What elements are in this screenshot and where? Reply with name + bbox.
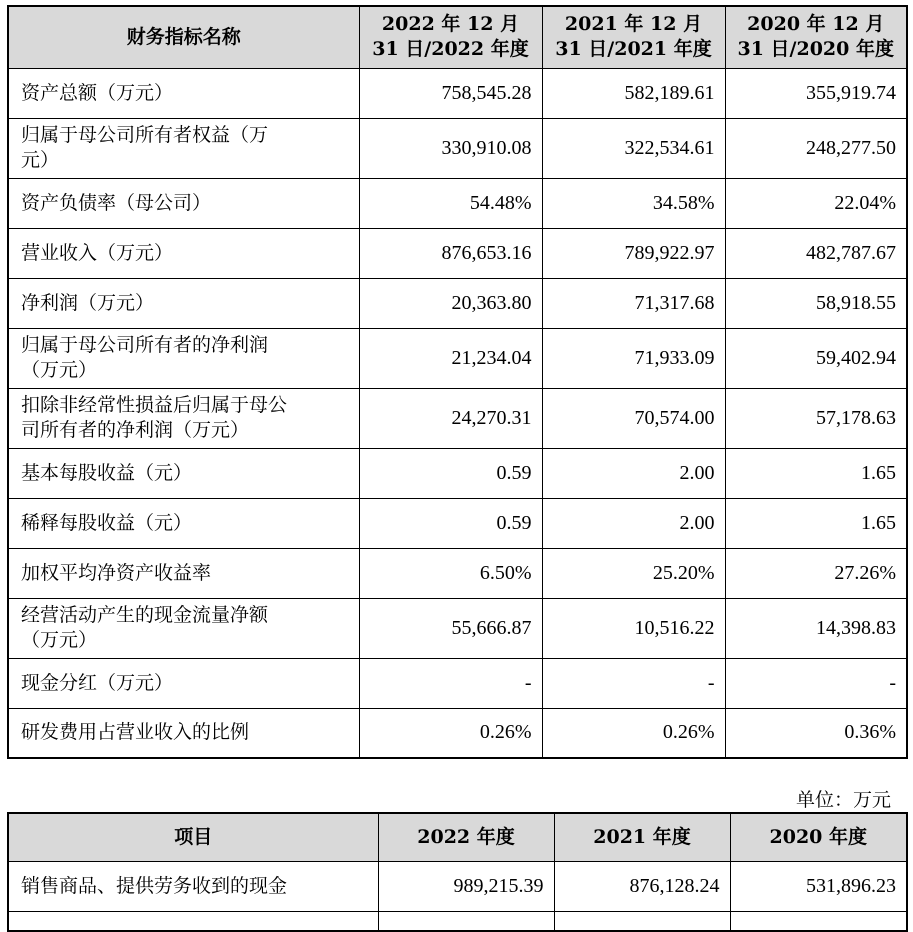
table-row bbox=[8, 278, 907, 328]
row-label: 基本每股收益（元） bbox=[8, 448, 359, 498]
header-indicator-name: 财务指标名称 bbox=[8, 6, 359, 68]
row-label: 资产总额（万元） bbox=[8, 68, 359, 118]
value-2020 bbox=[730, 911, 907, 931]
row-label: 销售商品、提供劳务收到的现金 bbox=[8, 861, 378, 911]
table-row bbox=[8, 178, 907, 228]
unit-label: 单位：万元 bbox=[795, 789, 891, 811]
financial-indicators-table bbox=[7, 5, 908, 759]
table-row bbox=[8, 548, 907, 598]
value-2022: 21,234.04 bbox=[359, 328, 542, 388]
row-label: 归属于母公司所有者权益（万 元） bbox=[8, 118, 359, 178]
table-row bbox=[8, 328, 907, 388]
table-row bbox=[8, 388, 907, 448]
row-label: 营业收入（万元） bbox=[8, 228, 359, 278]
row-label: 经营活动产生的现金流量净额 （万元） bbox=[8, 598, 359, 658]
value-2021: 2.00 bbox=[542, 448, 725, 498]
value-2020: 531,896.23 bbox=[730, 861, 907, 911]
value-2021: 70,574.00 bbox=[542, 388, 725, 448]
table-row bbox=[8, 708, 907, 758]
row-label: 归属于母公司所有者的净利润 （万元） bbox=[8, 328, 359, 388]
header-2020: 2020 年 12 月 31 日/2020 年度 bbox=[725, 6, 907, 68]
value-2022: 6.50% bbox=[359, 548, 542, 598]
value-2020: 248,277.50 bbox=[725, 118, 907, 178]
value-2021: 71,933.09 bbox=[542, 328, 725, 388]
value-2022: 54.48% bbox=[359, 178, 542, 228]
header-item: 项目 bbox=[8, 813, 378, 861]
value-2021: 322,534.61 bbox=[542, 118, 725, 178]
table-row bbox=[8, 68, 907, 118]
value-2021: 34.58% bbox=[542, 178, 725, 228]
value-2022: 55,666.87 bbox=[359, 598, 542, 658]
value-2022: 0.26% bbox=[359, 708, 542, 758]
row-label bbox=[8, 911, 378, 931]
value-2021: 789,922.97 bbox=[542, 228, 725, 278]
value-2021: 582,189.61 bbox=[542, 68, 725, 118]
header-2022: 2022 年度 bbox=[378, 813, 554, 861]
value-2020: 355,919.74 bbox=[725, 68, 907, 118]
value-2020: 27.26% bbox=[725, 548, 907, 598]
value-2022 bbox=[378, 911, 554, 931]
table-row bbox=[8, 228, 907, 278]
row-label: 加权平均净资产收益率 bbox=[8, 548, 359, 598]
value-2020: 482,787.67 bbox=[725, 228, 907, 278]
value-2021: 876,128.24 bbox=[554, 861, 730, 911]
value-2022: 0.59 bbox=[359, 448, 542, 498]
table-header-row bbox=[8, 813, 907, 861]
value-2021: 10,516.22 bbox=[542, 598, 725, 658]
value-2021: 25.20% bbox=[542, 548, 725, 598]
row-label: 现金分红（万元） bbox=[8, 658, 359, 708]
row-label: 稀释每股收益（元） bbox=[8, 498, 359, 548]
value-2020: 0.36% bbox=[725, 708, 907, 758]
header-2021: 2021 年度 bbox=[554, 813, 730, 861]
value-2021 bbox=[554, 911, 730, 931]
cash-flow-table bbox=[7, 812, 908, 932]
value-2022: 24,270.31 bbox=[359, 388, 542, 448]
value-2020: 57,178.63 bbox=[725, 388, 907, 448]
table-row bbox=[8, 598, 907, 658]
value-2020: 1.65 bbox=[725, 498, 907, 548]
value-2022: 0.59 bbox=[359, 498, 542, 548]
table-row bbox=[8, 498, 907, 548]
table-row bbox=[8, 118, 907, 178]
value-2020: 59,402.94 bbox=[725, 328, 907, 388]
value-2022: 330,910.08 bbox=[359, 118, 542, 178]
table-header-row bbox=[8, 6, 907, 68]
value-2022: - bbox=[359, 658, 542, 708]
header-2020: 2020 年度 bbox=[730, 813, 907, 861]
value-2022: 876,653.16 bbox=[359, 228, 542, 278]
value-2021: - bbox=[542, 658, 725, 708]
value-2021: 0.26% bbox=[542, 708, 725, 758]
value-2020: 1.65 bbox=[725, 448, 907, 498]
table-row bbox=[8, 658, 907, 708]
header-2021: 2021 年 12 月 31 日/2021 年度 bbox=[542, 6, 725, 68]
value-2022: 989,215.39 bbox=[378, 861, 554, 911]
row-label: 资产负债率（母公司） bbox=[8, 178, 359, 228]
value-2021: 71,317.68 bbox=[542, 278, 725, 328]
value-2020: 58,918.55 bbox=[725, 278, 907, 328]
row-label: 研发费用占营业收入的比例 bbox=[8, 708, 359, 758]
value-2022: 758,545.28 bbox=[359, 68, 542, 118]
value-2021: 2.00 bbox=[542, 498, 725, 548]
table-row bbox=[8, 911, 907, 931]
header-2022: 2022 年 12 月 31 日/2022 年度 bbox=[359, 6, 542, 68]
value-2020: 22.04% bbox=[725, 178, 907, 228]
value-2022: 20,363.80 bbox=[359, 278, 542, 328]
table-row bbox=[8, 861, 907, 911]
table-row bbox=[8, 448, 907, 498]
value-2020: - bbox=[725, 658, 907, 708]
value-2020: 14,398.83 bbox=[725, 598, 907, 658]
row-label: 扣除非经常性损益后归属于母公 司所有者的净利润（万元） bbox=[8, 388, 359, 448]
row-label: 净利润（万元） bbox=[8, 278, 359, 328]
